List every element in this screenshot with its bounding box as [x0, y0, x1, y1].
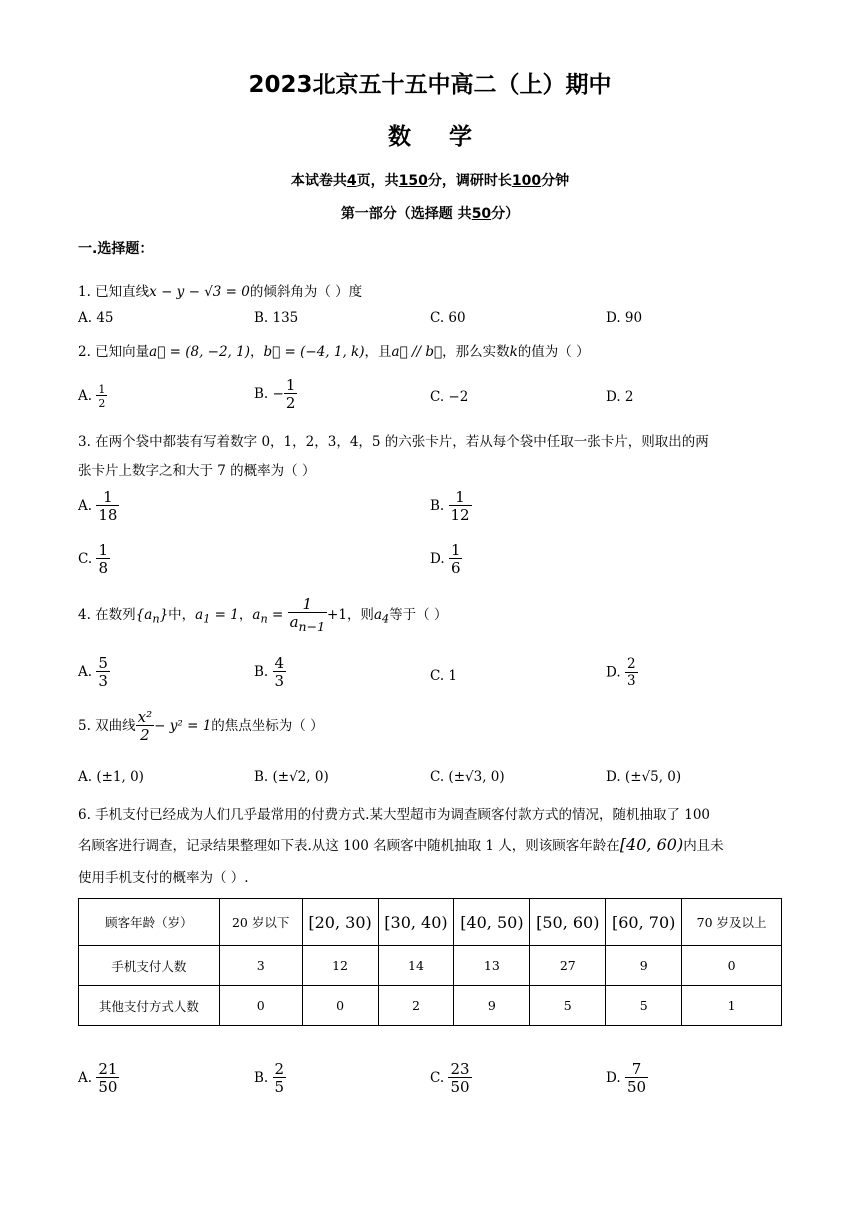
table-cell: 3 [219, 946, 302, 986]
denominator: 5 [274, 1078, 285, 1096]
question-1 [78, 280, 362, 300]
q2-option-d[interactable]: D. 2 [606, 389, 634, 405]
table-row [79, 946, 782, 986]
q2-option-b[interactable] [254, 378, 297, 411]
subscript: 1 [203, 612, 211, 626]
option-label: A. [78, 388, 93, 404]
part-text: 分） [491, 206, 520, 222]
q2-text: ，那么实数 [442, 344, 510, 360]
denominator: 3 [98, 672, 108, 690]
question-6-line-2 [78, 834, 724, 854]
q3-option-b[interactable] [430, 490, 472, 523]
q6-option-d[interactable] [606, 1062, 648, 1095]
table-header-cell: [60, 70) [606, 899, 682, 946]
question-2 [78, 340, 590, 360]
q4-option-b[interactable] [254, 656, 286, 689]
table-cell: 0 [302, 986, 378, 1026]
question-6-line-1: 6. 手机支付已经成为人们几乎最常用的付费方式.某大型超市为调查顾客付款方式的情况，随机抽取了 100 [78, 807, 711, 823]
q4-text: 4. 在数列 [78, 606, 136, 623]
var: a [373, 606, 382, 623]
seq-open: {a [135, 606, 153, 623]
fraction [136, 710, 154, 743]
option-label: A. [78, 1070, 93, 1086]
denominator: 50 [450, 1078, 470, 1096]
table-cell: 5 [606, 986, 682, 1026]
denominator: 2 [140, 726, 150, 744]
fraction [284, 378, 298, 411]
option-label: C. [78, 551, 93, 567]
info-text: 分钟 [541, 173, 570, 189]
q2-suffix: 的值为（ ） [517, 344, 590, 360]
q4-plus: +1 [327, 606, 347, 623]
numerator: 1 [98, 541, 108, 559]
table-header-cell: [30, 40) [378, 899, 454, 946]
q3-option-a[interactable] [78, 490, 119, 523]
var: a [195, 606, 204, 623]
info-text: 页，共 [356, 173, 399, 189]
q4-text: ， [238, 606, 253, 623]
question-4 [78, 597, 447, 634]
table-cell: 2 [378, 986, 454, 1026]
q5-option-d[interactable]: D. (±√5, 0) [606, 769, 682, 785]
q6-text: 名顾客进行调查，记录结果整理如下表.从这 100 名顾客中随机抽取 1 人，则该顾客年龄在 [78, 838, 620, 854]
numerator: 7 [625, 1062, 648, 1078]
denominator: 12 [450, 506, 470, 524]
fraction [96, 656, 110, 689]
q6-interval: [40, 60) [619, 835, 684, 854]
q1-option-a[interactable]: A. 45 [78, 310, 114, 326]
table-row [79, 986, 782, 1026]
q2-parallel: a⃗ // b⃗ [391, 344, 443, 360]
section-title: 一.选择题： [78, 241, 154, 257]
fraction [449, 543, 463, 576]
q4-option-a[interactable] [78, 656, 110, 689]
info-pages: 4 [346, 173, 357, 189]
table-header-cell: [40, 50) [454, 899, 530, 946]
part-title [0, 203, 860, 223]
denominator: 3 [274, 672, 285, 690]
numerator: 1 [449, 490, 472, 506]
q4-text: ，则 [346, 606, 374, 623]
question-3-line-1: 3. 在两个袋中都装有写着数字 0，1，2，3，4，5 的六张卡片，若从每个袋中任取一张卡片，则取出的两 [78, 434, 709, 450]
eq: = [267, 606, 284, 623]
info-text: 本试卷共 [290, 173, 347, 189]
denominator: 3 [626, 672, 636, 689]
q2-prefix: 2. 已知向量 [78, 344, 150, 360]
table-cell: 13 [454, 946, 530, 986]
table-header-cell: 顾客年龄（岁） [79, 899, 220, 946]
q4-a1 [195, 606, 239, 626]
numerator: 21 [98, 1060, 118, 1078]
q5-option-a[interactable]: A. (±1, 0) [78, 769, 144, 785]
fraction [449, 490, 472, 523]
numerator: 1 [98, 383, 106, 396]
option-label: D. [430, 551, 445, 567]
option-label: A. [78, 664, 93, 680]
q4-an [252, 606, 284, 626]
q2-text: ， [250, 344, 264, 360]
q3-option-d[interactable] [430, 543, 462, 576]
table-header-cell: 70 岁及以上 [682, 899, 782, 946]
denominator: 6 [450, 559, 461, 577]
q4-option-d[interactable] [606, 658, 638, 688]
subject-title: 数学 [388, 124, 510, 150]
numerator: 1 [288, 597, 327, 613]
eq: = 1 [210, 606, 239, 623]
var: a [252, 606, 261, 623]
question-3-line-2: 张卡片上数字之和大于 7 的概率为（ ） [78, 463, 316, 479]
q3-option-c[interactable] [78, 543, 110, 576]
denominator: 2 [98, 397, 106, 410]
q1-suffix: 的倾斜角为（ ）度 [249, 284, 363, 300]
info-score: 150 [398, 173, 428, 189]
numerator: 4 [274, 654, 285, 672]
numerator: x² [137, 708, 153, 726]
denominator: 8 [98, 559, 108, 577]
denominator: 2 [285, 394, 296, 412]
option-label: D. [606, 664, 621, 681]
subscript: n−1 [298, 619, 326, 634]
q5-option-b[interactable]: B. (±√2, 0) [254, 769, 329, 785]
q2-vector-b: b⃗ = (−4, 1, k) [263, 344, 365, 360]
q5-expression: − y² = 1 [154, 718, 212, 734]
table-cell: 1 [682, 986, 782, 1026]
table-header-cell: [20, 30) [302, 899, 378, 946]
fraction [273, 656, 287, 689]
q4-text: 中， [168, 606, 196, 623]
fraction [96, 384, 107, 409]
fraction [448, 1062, 471, 1095]
numerator: 1 [450, 541, 461, 559]
q2-text: ，且 [364, 344, 392, 360]
exam-info [0, 170, 860, 190]
q6-text: 内且未 [683, 838, 724, 854]
q4-option-c[interactable]: C. 1 [430, 668, 458, 684]
q5-suffix: 的焦点坐标为（ ） [211, 718, 324, 734]
q2-vector-a: a⃗ = (8, −2, 1) [149, 344, 250, 360]
q5-text: 5. 双曲线 [78, 718, 136, 734]
q4-sequence [135, 606, 169, 626]
table-cell: 27 [530, 946, 606, 986]
fraction [96, 490, 119, 523]
subscript: n [152, 612, 160, 626]
numerator: 5 [98, 654, 108, 672]
part-score: 50 [471, 206, 492, 222]
q6-option-b[interactable] [254, 1062, 286, 1095]
table-cell: 9 [454, 986, 530, 1026]
table-header-cell: [50, 60) [530, 899, 606, 946]
table-header-cell: 20 岁以下 [219, 899, 302, 946]
table-cell: 9 [606, 946, 682, 986]
numerator: 2 [274, 1060, 285, 1078]
page-title: 2023北京五十五中高二（上）期中 [248, 72, 612, 98]
table-cell: 手机支付人数 [79, 946, 220, 986]
numerator: 1 [285, 376, 296, 394]
subscript: 4 [382, 612, 390, 626]
fraction [625, 658, 638, 688]
subscript: n [260, 612, 268, 626]
question-6-line-3: 使用手机支付的概率为（ ）. [78, 870, 249, 886]
fraction [96, 543, 110, 576]
table-cell: 5 [530, 986, 606, 1026]
q1-option-d[interactable]: D. 90 [606, 310, 643, 326]
q2-k: k [509, 344, 518, 360]
fraction [625, 1062, 648, 1095]
fraction [288, 597, 327, 634]
option-label: B. [254, 664, 269, 680]
q1-expression: x − y − √3 = 0 [149, 284, 250, 300]
part-text: 第一部分（选择题 共 [340, 206, 472, 222]
q1-option-b[interactable]: B. 135 [254, 310, 299, 326]
q4-suffix: 等于（ ） [389, 606, 448, 623]
question-5 [78, 710, 324, 743]
info-time: 100 [511, 173, 542, 189]
fraction [273, 1062, 287, 1095]
denominator: 50 [98, 1078, 118, 1096]
numerator: 1 [96, 490, 119, 506]
option-label: B. − [254, 386, 284, 402]
q2-option-c[interactable]: C. −2 [430, 389, 469, 405]
q4-a4 [373, 606, 390, 626]
q5-option-c[interactable]: C. (±√3, 0) [430, 769, 505, 785]
table-cell: 0 [682, 946, 782, 986]
q2-option-a[interactable] [78, 384, 107, 409]
table-cell: 12 [302, 946, 378, 986]
option-label: B. [430, 498, 445, 514]
option-label: D. [606, 1070, 621, 1086]
table-header-row [79, 899, 782, 946]
info-text: 分，调研时长 [427, 173, 512, 189]
option-label: C. [430, 1070, 445, 1086]
q6-option-c[interactable] [430, 1062, 472, 1095]
q1-prefix: 1. 已知直线 [78, 284, 150, 300]
table-cell: 14 [378, 946, 454, 986]
numerator: 2 [626, 656, 636, 672]
var: a [289, 613, 299, 631]
q6-option-a[interactable] [78, 1062, 119, 1095]
denominator: 18 [98, 506, 118, 524]
denominator [288, 613, 327, 634]
table-cell: 其他支付方式人数 [79, 986, 220, 1026]
fraction [96, 1062, 119, 1095]
table-cell: 0 [219, 986, 302, 1026]
seq-close: } [159, 606, 169, 623]
option-label: A. [78, 498, 93, 514]
numerator: 23 [450, 1060, 470, 1078]
option-label: B. [254, 1070, 269, 1086]
payment-table [78, 898, 782, 1026]
denominator: 50 [626, 1078, 647, 1096]
q1-option-c[interactable]: C. 60 [430, 310, 466, 326]
